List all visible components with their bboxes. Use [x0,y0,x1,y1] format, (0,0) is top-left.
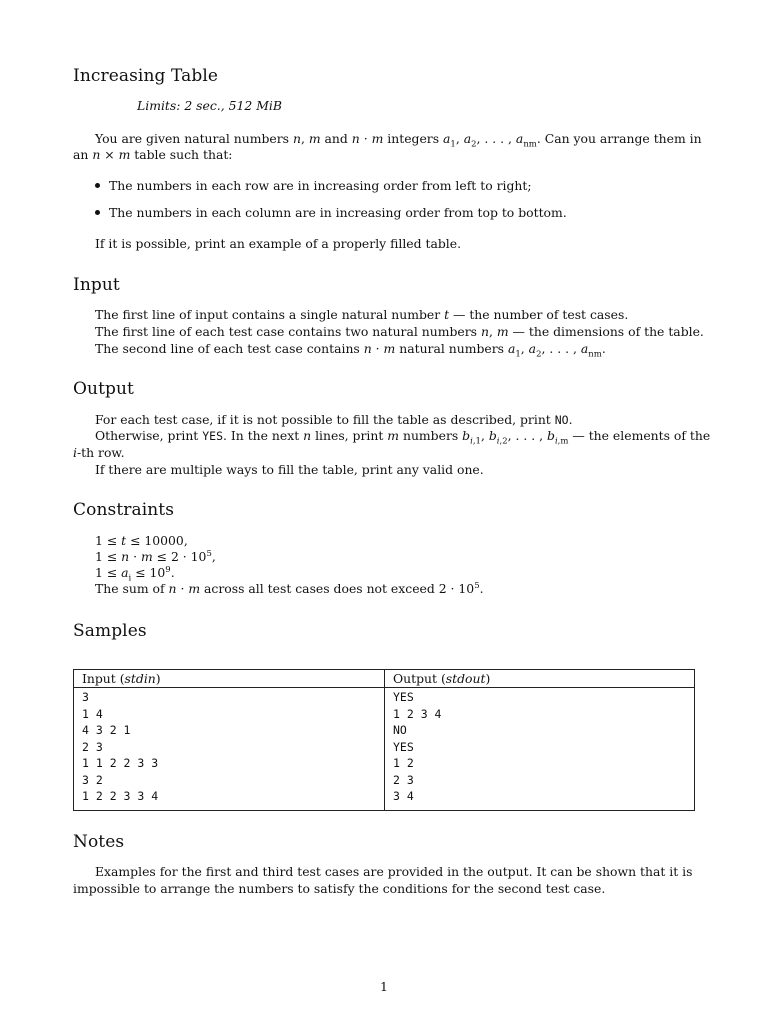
input-line-3: The second line of each test case contains n · m natural numbers $a_1$, $a_2$, . . . , $a_{nm}$. [95,341,606,360]
samples-header-row [74,670,695,688]
sample-output-line: 1 2 3 4 [393,706,442,721]
output-heading: Output [73,379,134,399]
input-line-2: The first line of each test case contains two natural numbers n, m — the dimensions of the table. [95,324,704,339]
output-line-4: If there are multiple ways to fill the table, print any valid one. [95,462,484,477]
sample-input-line: 3 [82,690,89,704]
constraints-heading: Constraints [73,500,175,520]
notes-heading: Notes [73,832,125,852]
sample-output-line: YES [393,690,414,704]
input-heading: Input [73,275,120,295]
sample-input-cell [74,688,385,811]
problem-title: Increasing Table [73,66,219,86]
samples-output-header: Output (stdout) [385,670,695,688]
output-line-3: i-th row. [73,445,125,460]
statement-closing: If it is possible, print an example of a properly filled table. [95,236,462,251]
sample-input-line: 1 1 2 2 3 3 [82,756,159,770]
sample-input-line: 4 3 2 1 [82,723,131,737]
sample-input-line: 1 4 [82,706,103,721]
output-line-1: For each test case, if it is not possible to fill the table as described, print NO. [95,412,573,427]
statement-line-2: an n × m table such that: [73,147,233,162]
sample-output-line: NO [393,723,407,737]
limits-line: Limits: 2 sec., 512 MiB [137,98,282,113]
notes-line-1: Examples for the first and third test cases are provided in the output. It can be shown that it is [95,864,693,879]
constraint-line-3: $1 \le a_i \le 10^9$. [95,564,175,584]
bullet-item-1: The numbers in each row are in increasing order from left to right; [109,178,532,193]
page-number: 1 [380,979,388,994]
bullet-item-2: The numbers in each column are in increasing order from top to bottom. [109,205,567,220]
samples-input-header: Input (stdin) [74,670,385,688]
input-line-1: The first line of input contains a single natural number t — the number of test cases. [95,307,629,322]
samples-heading: Samples [73,621,147,641]
sample-output-line: 2 3 [393,772,414,787]
statement-line-1: You are given natural numbers n, m and n · m integers $a_1$, $a_2$, . . . , $a_{nm}$. Can you arrange them in [95,131,702,150]
samples-table [73,669,695,811]
sample-output-cell [385,688,695,811]
sample-input-line: 2 3 [82,739,103,754]
sample-output-line: 1 2 [393,756,414,770]
samples-body-row [74,688,695,811]
sample-input-line: 1 2 2 3 3 4 [82,789,159,803]
sample-input-line: 3 2 [82,772,103,787]
bullet-dot-2 [95,210,100,215]
bullet-dot-1 [95,183,100,188]
constraint-line-4: The sum of n · m across all test cases does not exceed $2 \cdot 10^5$. [95,580,484,596]
sample-output-line: 3 4 [393,789,414,803]
output-line-2: Otherwise, print YES. In the next n lines, print m numbers $b_{i,1}$, $b_{i,2}$, . . . , $b_{i,m}$ — the elements of the [95,428,711,447]
constraint-line-1: 1 ≤ t ≤ 10000, [95,533,188,548]
constraint-line-2: $1 \le n \cdot m \le 2 \cdot 10^5$, [95,548,216,564]
notes-line-2: impossible to arrange the numbers to satisfy the conditions for the second test case. [73,881,606,896]
sample-output-line: YES [393,739,414,754]
